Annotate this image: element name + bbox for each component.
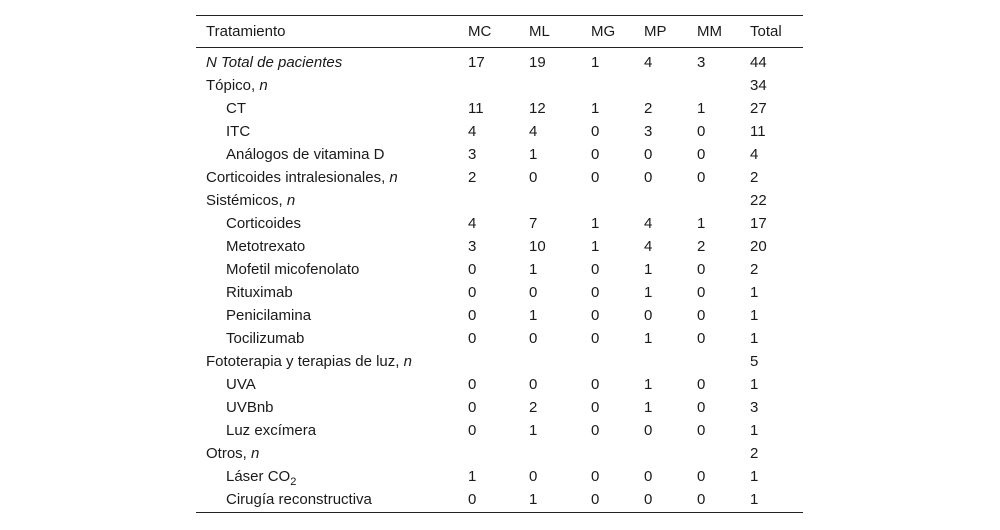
row-label: Rituximab xyxy=(226,284,293,301)
row-label xyxy=(196,465,458,488)
cell-mg: 0 xyxy=(591,330,600,347)
row-label-text: Corticoides intralesionales, xyxy=(206,169,390,186)
cell-mp: 1 xyxy=(644,399,653,416)
cell-mm: 3 xyxy=(697,53,706,71)
cell-mm: 1 xyxy=(697,215,706,232)
cell-total: 1 xyxy=(750,330,759,347)
table-body xyxy=(196,48,803,513)
row-label: N Total de pacientes xyxy=(206,53,343,71)
header-mc: MC xyxy=(468,23,492,40)
cell-total: 5 xyxy=(750,353,759,370)
cell-ml: 2 xyxy=(529,399,538,416)
cell-ml: 10 xyxy=(529,238,546,255)
row-label-text: Otros, xyxy=(206,445,252,462)
table-row xyxy=(196,258,803,281)
cell-mp: 0 xyxy=(644,422,653,439)
cell-mg: 0 xyxy=(591,169,600,186)
cell-ml: 1 xyxy=(529,491,538,508)
cell-ml: 4 xyxy=(529,123,538,140)
cell-mc: 3 xyxy=(468,146,477,163)
table-row xyxy=(196,350,803,373)
cell-mm: 2 xyxy=(697,238,706,255)
cell-total: 27 xyxy=(750,100,767,117)
cell-ml: 1 xyxy=(529,261,538,278)
table-row xyxy=(196,74,803,97)
table-row xyxy=(196,419,803,442)
cell-mp: 1 xyxy=(644,330,653,347)
cell-total: 2 xyxy=(750,169,759,186)
cell-ml: 0 xyxy=(529,284,538,301)
cell-mm xyxy=(687,74,740,97)
row-label-text: Sistémicos, xyxy=(206,192,287,209)
row-label: Cirugía reconstructiva xyxy=(226,491,372,508)
cell-mp: 0 xyxy=(644,169,653,186)
table-row xyxy=(196,166,803,189)
row-label: UVA xyxy=(226,376,256,393)
cell-mc xyxy=(458,189,519,212)
row-label: UVBnb xyxy=(226,399,274,416)
cell-mc: 0 xyxy=(468,307,477,324)
cell-mg: 0 xyxy=(591,376,600,393)
row-label xyxy=(196,166,458,189)
cell-mm: 0 xyxy=(697,123,706,140)
table-row xyxy=(196,396,803,419)
cell-mc: 0 xyxy=(468,330,477,347)
cell-total: 2 xyxy=(750,261,759,278)
cell-mp: 0 xyxy=(644,468,653,485)
cell-ml: 0 xyxy=(529,468,538,485)
header-ml: ML xyxy=(529,23,550,40)
cell-mc: 17 xyxy=(468,53,485,71)
cell-mc xyxy=(458,74,519,97)
cell-mc: 0 xyxy=(468,491,477,508)
cell-mg: 1 xyxy=(591,53,600,71)
cell-total: 4 xyxy=(750,146,759,163)
row-label xyxy=(196,442,458,465)
cell-mm xyxy=(687,350,740,373)
row-label: Metotrexato xyxy=(226,238,306,255)
cell-mm: 0 xyxy=(697,376,706,393)
table-row xyxy=(196,235,803,258)
cell-mm: 0 xyxy=(697,169,706,186)
cell-total: 34 xyxy=(750,77,767,94)
cell-ml xyxy=(519,74,581,97)
table-row xyxy=(196,465,803,488)
header-total: Total xyxy=(750,23,782,40)
cell-mm xyxy=(687,189,740,212)
cell-mp xyxy=(634,189,687,212)
cell-mg xyxy=(581,350,634,373)
cell-mm: 0 xyxy=(697,422,706,439)
row-label: ITC xyxy=(226,123,251,140)
table-row xyxy=(196,48,803,75)
cell-mg: 0 xyxy=(591,123,600,140)
header-row xyxy=(196,16,803,48)
cell-mg: 0 xyxy=(591,468,600,485)
cell-mp: 4 xyxy=(644,53,653,71)
cell-ml: 7 xyxy=(529,215,538,232)
cell-ml: 1 xyxy=(529,307,538,324)
table-row xyxy=(196,281,803,304)
table-row xyxy=(196,212,803,235)
cell-mp xyxy=(634,350,687,373)
table-row xyxy=(196,442,803,465)
cell-ml: 12 xyxy=(529,100,546,117)
cell-mm: 0 xyxy=(697,468,706,485)
cell-mg: 0 xyxy=(591,399,600,416)
cell-total: 11 xyxy=(750,123,766,140)
row-label-subscript: 2 xyxy=(290,476,297,488)
cell-mp xyxy=(634,442,687,465)
cell-mc: 4 xyxy=(468,215,477,232)
cell-ml: 19 xyxy=(529,53,546,71)
row-label: CT xyxy=(226,100,246,117)
cell-mg: 0 xyxy=(591,146,600,163)
cell-total: 3 xyxy=(750,399,759,416)
cell-mm: 0 xyxy=(697,399,706,416)
row-label xyxy=(196,189,458,212)
cell-mc: 1 xyxy=(468,468,477,485)
table-row xyxy=(196,304,803,327)
cell-total: 22 xyxy=(750,192,767,209)
header-mm: MM xyxy=(697,23,722,40)
row-label-text: Tópico, xyxy=(206,77,260,94)
row-label: Corticoides xyxy=(226,215,302,232)
cell-ml: 1 xyxy=(529,146,538,163)
row-label xyxy=(196,74,458,97)
cell-mg xyxy=(581,74,634,97)
row-label-text: Fototerapia y terapias de luz, xyxy=(206,353,404,370)
cell-mg: 0 xyxy=(591,261,600,278)
cell-ml: 0 xyxy=(529,330,538,347)
cell-mc: 3 xyxy=(468,238,477,255)
cell-ml xyxy=(519,442,581,465)
cell-ml: 1 xyxy=(529,422,538,439)
row-label-n: n xyxy=(403,353,412,370)
row-label: Luz excímera xyxy=(226,422,317,439)
cell-total: 1 xyxy=(750,376,759,393)
row-label-n: n xyxy=(389,169,398,186)
cell-ml xyxy=(519,350,581,373)
cell-mm: 0 xyxy=(697,491,706,508)
cell-mm: 0 xyxy=(697,307,706,324)
cell-mp: 0 xyxy=(644,307,653,324)
cell-total: 1 xyxy=(750,307,759,324)
cell-mm: 1 xyxy=(697,100,706,117)
row-label xyxy=(196,350,458,373)
cell-mg: 1 xyxy=(591,100,600,117)
cell-mm xyxy=(687,442,740,465)
cell-mc xyxy=(458,442,519,465)
cell-ml xyxy=(519,189,581,212)
table-row xyxy=(196,97,803,120)
cell-total: 44 xyxy=(750,53,767,71)
cell-mc: 0 xyxy=(468,422,477,439)
cell-mc xyxy=(458,350,519,373)
cell-mg: 0 xyxy=(591,491,600,508)
cell-total: 17 xyxy=(750,215,767,232)
cell-total: 20 xyxy=(750,238,767,255)
cell-mc: 11 xyxy=(468,100,484,117)
cell-mg: 0 xyxy=(591,307,600,324)
cell-total: 1 xyxy=(750,284,759,301)
cell-mc: 0 xyxy=(468,399,477,416)
cell-mc: 0 xyxy=(468,284,477,301)
cell-total: 2 xyxy=(750,445,759,462)
cell-mp: 0 xyxy=(644,491,653,508)
row-label: Análogos de vitamina D xyxy=(226,146,385,163)
table-row xyxy=(196,143,803,166)
cell-mm: 0 xyxy=(697,261,706,278)
cell-mg: 0 xyxy=(591,422,600,439)
cell-mc: 4 xyxy=(468,123,477,140)
cell-mc: 2 xyxy=(468,169,477,186)
header-mg: MG xyxy=(591,23,616,40)
cell-mp: 3 xyxy=(644,123,653,140)
header-mp: MP xyxy=(644,23,667,40)
cell-mg: 1 xyxy=(591,215,600,232)
cell-mm: 0 xyxy=(697,330,706,347)
row-label-text: Láser CO xyxy=(226,468,291,485)
cell-mp: 4 xyxy=(644,238,653,255)
cell-ml: 0 xyxy=(529,169,538,186)
cell-mp xyxy=(634,74,687,97)
cell-mm: 0 xyxy=(697,146,706,163)
table-row xyxy=(196,120,803,143)
treatment-table xyxy=(196,15,803,513)
cell-mg: 1 xyxy=(591,238,600,255)
cell-mp: 4 xyxy=(644,215,653,232)
cell-mc: 0 xyxy=(468,261,477,278)
cell-mp: 1 xyxy=(644,261,653,278)
table-row xyxy=(196,488,803,513)
cell-mg: 0 xyxy=(591,284,600,301)
row-label-n: n xyxy=(286,192,296,209)
cell-mm: 0 xyxy=(697,284,706,301)
table-row xyxy=(196,189,803,212)
cell-mg xyxy=(581,442,634,465)
row-label: Mofetil micofenolato xyxy=(226,261,360,278)
table-header xyxy=(196,16,803,48)
table-row xyxy=(196,327,803,350)
row-label: Tocilizumab xyxy=(226,330,305,347)
row-label-n: n xyxy=(251,445,260,462)
cell-mg xyxy=(581,189,634,212)
header-treatment: Tratamiento xyxy=(206,23,286,40)
row-label-n: n xyxy=(259,77,268,94)
cell-mp: 0 xyxy=(644,146,653,163)
cell-ml: 0 xyxy=(529,376,538,393)
cell-total: 1 xyxy=(750,422,759,439)
cell-mp: 2 xyxy=(644,100,653,117)
table-row xyxy=(196,373,803,396)
cell-mc: 0 xyxy=(468,376,477,393)
row-label: Penicilamina xyxy=(226,307,312,324)
cell-total: 1 xyxy=(750,491,759,508)
cell-mp: 1 xyxy=(644,376,653,393)
cell-total: 1 xyxy=(750,468,759,485)
cell-mp: 1 xyxy=(644,284,653,301)
